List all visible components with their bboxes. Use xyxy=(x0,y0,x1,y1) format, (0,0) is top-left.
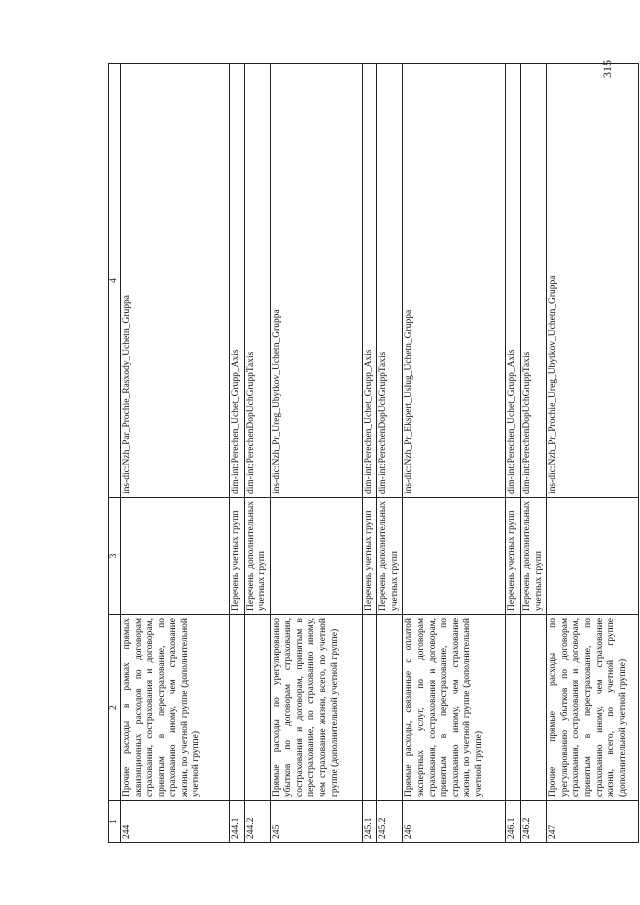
table-row xyxy=(244,64,270,843)
row-description xyxy=(230,615,245,801)
header-col-4: 4 xyxy=(109,64,121,498)
row-description xyxy=(377,615,403,801)
table-row xyxy=(121,64,230,843)
row-description: Прямые расходы по урегулированию убытков по договорам страхования, сострахования и договорам, принятым в перестрахование, по страхованию иному, чем страхование жизни, всего, по учетной группе (дополнительной учетной группе) xyxy=(270,615,362,801)
row-description: Прочие прямые расходы по урегулированию убытков по договорам страхования, сострахования и договорам, принятым в перестрахование, по страхованию иному, чем страхование жизни, всего, по учетной группе (дополнительной учетной группе) xyxy=(547,615,639,801)
row-number: 247 xyxy=(547,801,639,843)
row-dimension xyxy=(547,498,639,615)
row-dimension: Перечень учетных групп xyxy=(506,498,521,615)
page-number xyxy=(600,46,620,78)
row-code: dim-int:Perechen_Uchet_Grupp_Axis xyxy=(362,64,377,498)
row-description xyxy=(244,615,270,801)
row-description xyxy=(521,615,547,801)
row-number: 246.1 xyxy=(506,801,521,843)
row-dimension: Перечень учетных групп xyxy=(362,498,377,615)
row-description: Прочие расходы в рамках прямых аквизиционных расходов по договорам страхования, сострахования и договорам, принятым в перестрахование, по страхованию иному, чем страхование жизни, по учетной группе (дополнительной учетной группе) xyxy=(121,615,230,801)
row-dimension xyxy=(121,498,230,615)
row-number: 246.2 xyxy=(521,801,547,843)
header-row xyxy=(109,64,121,843)
row-dimension: Перечень дополнительных учетных групп xyxy=(521,498,547,615)
header-col-3: 3 xyxy=(109,498,121,615)
table-row xyxy=(506,64,521,843)
row-code: ins-dic:Nzh_Pr_Prochie_Ureg_Ubytkov_Uchetn_Gruppa xyxy=(547,64,639,498)
header-col-1: 1 xyxy=(109,801,121,843)
table-row xyxy=(547,64,639,843)
row-dimension: Перечень дополнительных учетных групп xyxy=(377,498,403,615)
header-col-2: 2 xyxy=(109,615,121,801)
page-number-text: 315 xyxy=(600,60,614,78)
register-table xyxy=(108,63,639,843)
table-row xyxy=(403,64,506,843)
row-number: 244.1 xyxy=(230,801,245,843)
table-row xyxy=(377,64,403,843)
row-dimension: Перечень дополнительных учетных групп xyxy=(244,498,270,615)
row-number: 245.2 xyxy=(377,801,403,843)
table-row xyxy=(230,64,245,843)
row-code: dim-int:PerechenDopUchGruppTaxis xyxy=(377,64,403,498)
row-code: dim-int:PerechenDopUchGruppTaxis xyxy=(244,64,270,498)
row-code: ins-dic:Nzh_Pr_Ureg_Ubytkov_Uchetn_Gruppa xyxy=(270,64,362,498)
row-dimension xyxy=(403,498,506,615)
row-code: dim-int:PerechenDopUchGruppTaxis xyxy=(521,64,547,498)
row-description xyxy=(362,615,377,801)
row-code: dim-int:Perechen_Uchet_Grupp_Axis xyxy=(506,64,521,498)
row-number: 245.1 xyxy=(362,801,377,843)
table-row xyxy=(270,64,362,843)
row-description xyxy=(506,615,521,801)
table-row xyxy=(521,64,547,843)
row-dimension xyxy=(270,498,362,615)
row-number: 246 xyxy=(403,801,506,843)
row-dimension: Перечень учетных групп xyxy=(230,498,245,615)
row-code: ins-dic:Nzh_Pr_Ekspert_Uslug_Uchetn_Gruppa xyxy=(403,64,506,498)
table-row xyxy=(362,64,377,843)
row-number: 244 xyxy=(121,801,230,843)
row-code: ins-dic:Nzh_Par_Prochie_Rasxody_Uchetn_Gruppa xyxy=(121,64,230,498)
row-number: 245 xyxy=(270,801,362,843)
row-code: dim-int:Perechen_Uchet_Grupp_Axis xyxy=(230,64,245,498)
row-description: Прямые расходы, связанные с оплатой экспертных услуг, по договорам страхования, сострахования и договорам, принятым в перестрахование, по страхованию иному, чем страхование жизни, по учетной группе (дополнительной учетной группе) xyxy=(403,615,506,801)
row-number: 244.2 xyxy=(244,801,270,843)
